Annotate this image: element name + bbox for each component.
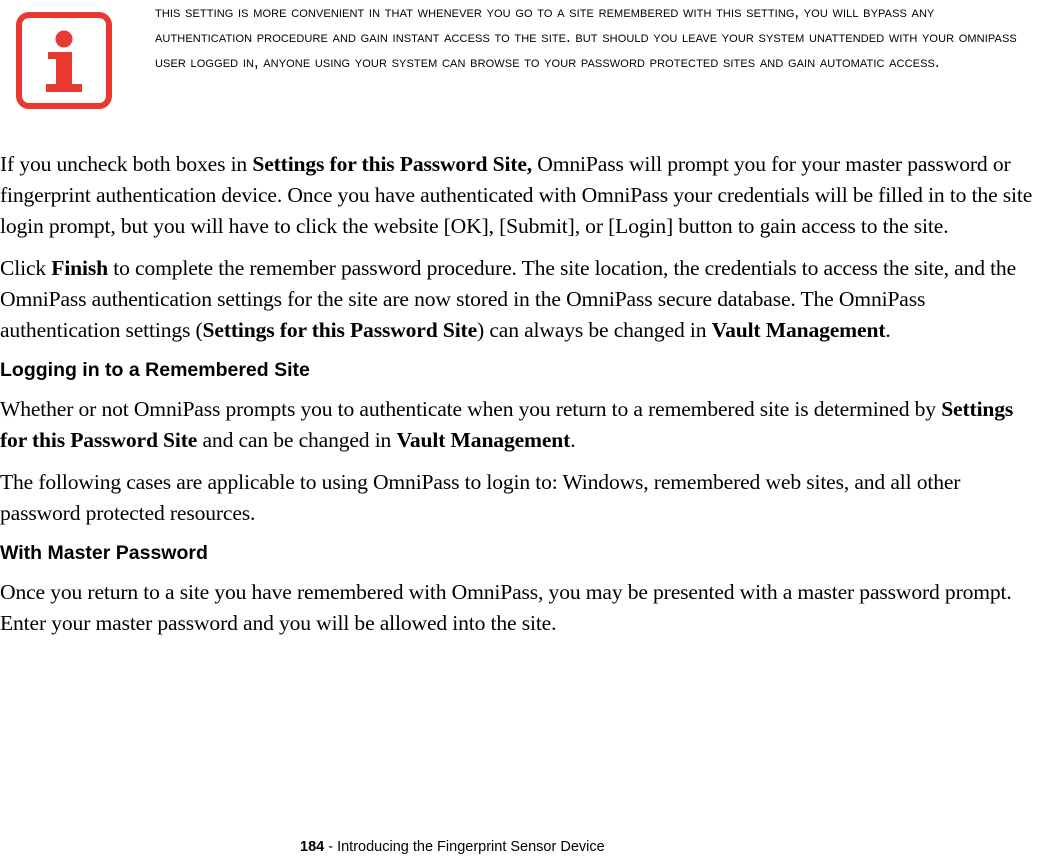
term-settings: Settings for this Password Site, [252,152,533,176]
footer-title: - Introducing the Fingerprint Sensor Device [324,839,605,855]
heading-logging-in: Logging in to a Remembered Site [0,359,310,381]
info-icon [16,12,112,109]
term-settings: Settings for this Password Site [202,318,478,342]
caution-note [155,0,1035,75]
term-finish: Finish [51,256,109,280]
caution-note-text: this setting is more convenient in that whenever you go to a site remembered with this setting, you will bypass any authentication procedure and gain instant access to the site. but should you leave your system unattended with your omnipass user logged in, anyone using your system can browse to your password protected sites and gain automatic access. [155,3,1017,71]
paragraph-whether-or-not: Whether or not OmniPass prompts you to authenticate when you return to a remembered site is determined by Settings for this Password Site and can be changed in Vault Management. [0,397,1014,452]
term-vault-management: Vault Management [711,318,886,342]
page-number: 184 [300,839,325,855]
term-vault-management: Vault Management [396,428,571,452]
paragraph-following-cases: The following cases are applicable to using OmniPass to login to: Windows, remembered web sites, and all other password protected resources. [0,470,961,525]
paragraph-uncheck-boxes: If you uncheck both boxes in Settings for this Password Site, OmniPass will prompt you for your master password or fingerprint authentication device. Once you have authenticated with OmniPass your credentials will be filled in to the site login prompt, but you will have to click the website [OK], [Submit], or [Login] button to gain access to the site. [0,152,1033,238]
paragraph-click-finish: Click Finish to complete the remember password procedure. The site location, the credentials to access the site, and the OmniPass authentication settings for the site are now stored in the OmniPass secure database. The OmniPass authentication settings (Settings for this Password Site) can always be changed in Vault Management. [0,256,1017,342]
main-content [0,149,1040,650]
heading-master-password: With Master Password [0,542,208,564]
page-footer [300,838,605,856]
paragraph-return-to-site: Once you return to a site you have remembered with OmniPass, you may be presented with a master password prompt. Enter your master password and you will be allowed into the site. [0,580,1012,635]
term-settings: Settings for this Password Site [0,397,1014,452]
